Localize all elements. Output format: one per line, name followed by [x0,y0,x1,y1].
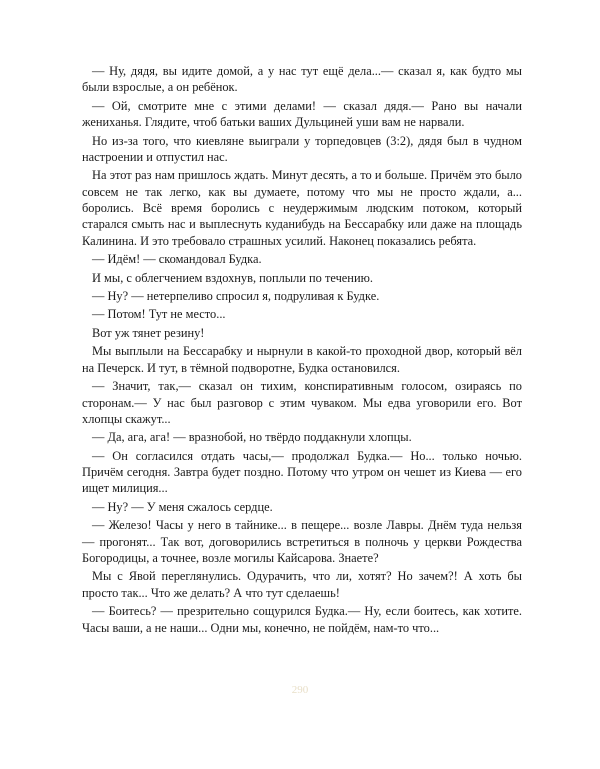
paragraph: Мы выплыли на Бессарабку и нырнули в какой-то проходной двор, который вёл на Печерск. И тут, в тёмной подворотне, Будка остановился. [82,344,522,375]
page-number: 290 [291,684,309,696]
paragraph: — Да, ага, ага! — вразнобой, но твёрдо поддакнули хлопцы. [92,430,412,445]
paragraph: Вот уж тянет резину! [92,325,205,340]
paragraph: И мы, с облегчением вздохнув, поплыли по течению. [92,270,373,285]
paragraph: Мы с Явой переглянулись. Одурачить, что ли, хотят? Но зачем?! А хоть бы просто так... Что же делать? А что тут сделаешь! [82,569,522,600]
paragraph: — Значит, так,— сказал он тихим, конспиративным голосом, озираясь по сторонам.— У нас был разговор с этим чуваком. Мы едва уговорили его. Вот хлопцы скажут... [82,379,522,426]
paragraph: — Ну? — У меня сжалось сердце. [92,499,273,514]
paragraph: — Железо! Часы у него в тайнике... в пещере... возле Лавры. Днём туда нельзя — прогонят... Так вот, договорились встретиться в полночь у церкви Рождества Богородицы, а точнее, возле могилы Кайсарова. Знаете? [82,518,522,565]
paragraph: — Идём! — скомандовал Будка. [92,252,262,267]
paragraph: — Потом! Тут не место... [92,307,226,322]
paragraph: — Боитесь? — презрительно сощурился Будка.— Ну, если боитесь, как хотите. Часы ваши, а не наши... Одни мы, конечно, не пойдём, нам-то что... [82,604,522,635]
paragraph: — Он согласился отдать часы,— продолжал Будка.— Но... только ночью. Причём сегодня. Завтра будет поздно. Потому что утром он чешет из Киева — его ищет милиция... [82,448,522,496]
paragraph: Но из-за того, что киевляне выиграли у торпедовцев (3:2), дядя был в чудном настроении и отпустил нас. [82,133,522,164]
paragraph: — Ну? — нетерпеливо спросил я, подруливая к Будке. [92,288,380,303]
paragraph: — Ну, дядя, вы идите домой, а у нас тут ещё дела...— сказал я, как будто мы были взрослые, а он ребёнок. [82,64,522,95]
paragraph: На этот раз нам пришлось ждать. Минут десять, а то и больше. Причём это было совсем не так легко, как вы думаете, потому что мы не просто ждали, а... боролись. Всё время боролись с неудержимым людским потоком, который старался смыть нас и выплеснуть куданибудь на Бессарабку или даже на площадь Калинина. И это требовало страшных усилий. Наконец показались ребята. [82,168,522,248]
page-text-block [82,63,522,638]
paragraph: — Ой, смотрите мне с этими делами! — сказал дядя.— Рано вы начали жениханья. Глядите, чтоб батьки ваших Дульциней уши вам не нарвали. [82,98,522,130]
